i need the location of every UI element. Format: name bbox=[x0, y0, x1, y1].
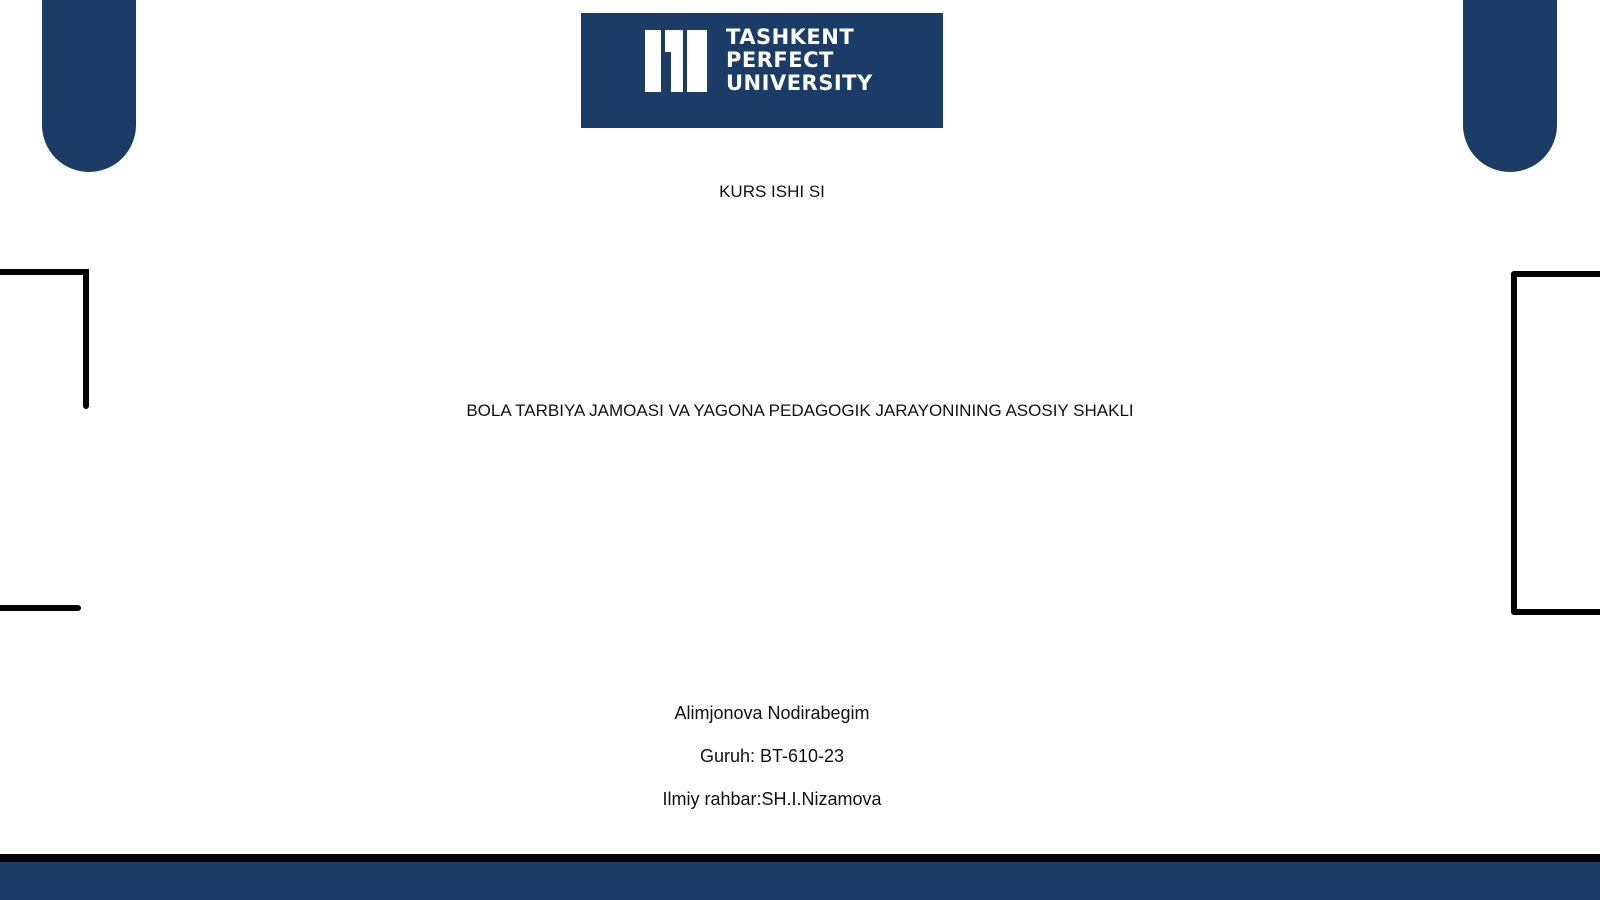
subtitle: KURS ISHI SI bbox=[719, 182, 825, 201]
bottom-bar bbox=[0, 862, 1600, 900]
advisor-label: Ilmiy rahbar:SH.I.Nizamova bbox=[662, 789, 882, 809]
page-title: BOLA TARBIYA JAMOASI VA YAGONA PEDAGOGIK JARAYONINING ASOSIY SHAKLI bbox=[466, 401, 1134, 420]
university-name-line-2: PERFECT bbox=[726, 48, 834, 72]
right-bracket bbox=[1505, 270, 1600, 620]
group-label: Guruh: BT-610-23 bbox=[699, 746, 845, 766]
bottom-divider bbox=[0, 854, 1600, 862]
left-bracket bbox=[0, 268, 95, 618]
university-name-line-1: TASHKENT bbox=[726, 25, 855, 49]
university-logo-mark-icon bbox=[645, 30, 707, 92]
university-name bbox=[726, 26, 873, 95]
university-name-line-3: UNIVERSITY bbox=[726, 71, 873, 95]
left-decorative-tab bbox=[42, 0, 136, 172]
author-name: Alimjonova Nodirabegim bbox=[674, 703, 870, 723]
right-decorative-tab bbox=[1463, 0, 1557, 172]
